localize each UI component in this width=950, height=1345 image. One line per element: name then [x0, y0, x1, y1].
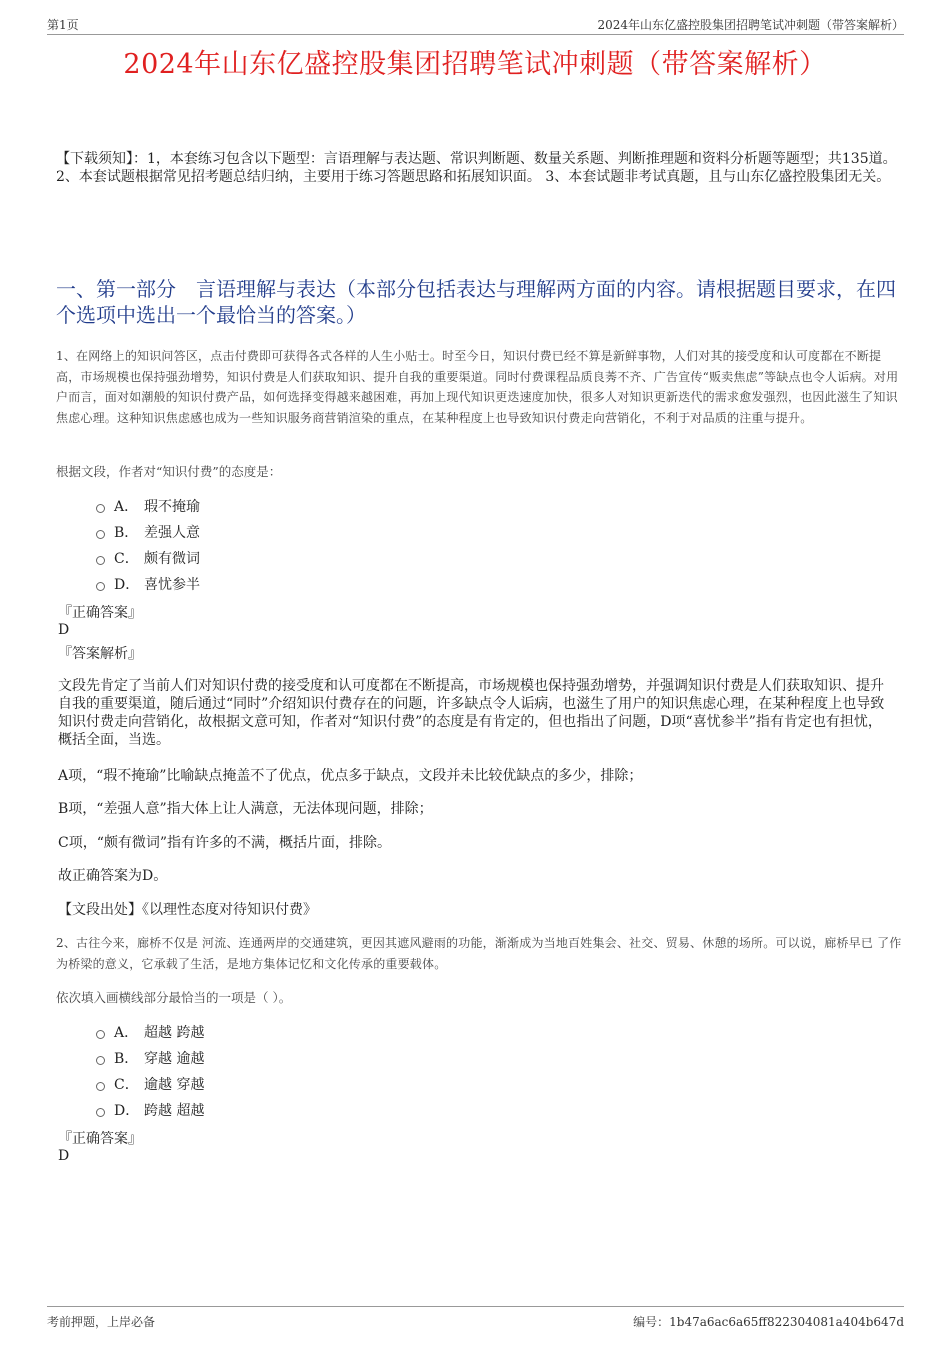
analysis-label: 『答案解析』 [58, 646, 142, 662]
option-letter: D． [114, 577, 140, 593]
analysis-option-b: B项，“差强人意”指大体上让人满意，无法体现问题，排除； [58, 801, 433, 817]
analysis-text: 文段先肯定了当前人们对知识付费的接受度和认可度都在不断提高，市场规模也保持强劲增势，并强调知识付费是人们获取知识、提升自我的重要渠道，随后通过“同时”介绍知识付费存在的问题，许多缺点令人诟病，也滋生了用户的知识焦虑心理，在某种程度上也导致知识付费走向营销化，故根据文意可知，作者对“知识付费”的态度是有肯定的，但也指出了问题，D项“喜忧参半”指有肯定也有担忧，概括全面，当选。 [58, 678, 885, 748]
radio-icon[interactable] [96, 556, 105, 565]
option-b[interactable] [96, 519, 200, 545]
radio-icon[interactable] [96, 1082, 105, 1091]
option-text: 跨越 超越 [144, 1103, 205, 1119]
radio-icon[interactable] [96, 582, 105, 591]
analysis-option-c: C项，“颇有微词”指有许多的不满，概括片面，排除。 [58, 835, 392, 851]
footer-serial: 编号：1b47a6ac6a65ff822304081a404b647d [633, 1315, 904, 1329]
question-1-options [96, 493, 200, 597]
question-2-prompt: 依次填入画横线部分最恰当的一项是（ ）。 [56, 990, 292, 1005]
option-a[interactable] [96, 1019, 204, 1045]
page-number: 第1页 [47, 18, 79, 32]
radio-icon[interactable] [96, 1030, 105, 1039]
option-letter: D． [114, 1103, 140, 1119]
option-a[interactable] [96, 493, 200, 519]
option-text: 颇有微词 [144, 551, 200, 567]
question-1-prompt: 根据文段，作者对“知识付费”的态度是： [56, 464, 282, 479]
footer-slogan: 考前押题，上岸必备 [47, 1315, 156, 1329]
section-title: 一、第一部分 言语理解与表达（本部分包括表达与理解两方面的内容。请根据题目要求，在四个选项中选出一个最恰当的答案。） [56, 277, 896, 327]
question-1-passage: 1、在网络上的知识问答区，点击付费即可获得各式各样的人生小贴士。时至今日，知识付费已经不算是新鲜事物，人们对其的接受度和认可度都在不断提高，市场规模也保持强劲增势，知识付费是人们获取知识、提升自我的重要渠道。同时付费课程品质良莠不齐、广告宣传“贩卖焦虑”等缺点也令人诟病。对用户而言，面对如潮般的知识付费产品，如何选择变得越来越困难，再加上现代知识更迭速度加快，很多人对知识更新迭代的需求愈发强烈，也因此滋生了知识焦虑心理。这种知识焦虑感也成为一些知识服务商营销渲染的重点，在某种程度上也导致知识付费走向营销化，不利于对品质的注重与提升。 [56, 349, 899, 425]
radio-icon[interactable] [96, 1056, 105, 1065]
option-text: 穿越 逾越 [144, 1051, 205, 1067]
page-header [47, 14, 904, 35]
correct-answer-label: 『正确答案』 [58, 1131, 142, 1147]
header-title: 2024年山东亿盛控股集团招聘笔试冲刺题（带答案解析） [597, 18, 904, 32]
option-letter: C． [114, 1077, 139, 1093]
option-text: 逾越 穿越 [144, 1077, 205, 1093]
option-text: 瑕不掩瑜 [144, 499, 200, 515]
option-text: 喜忧参半 [144, 577, 200, 593]
option-c[interactable] [96, 1071, 204, 1097]
option-text: 超越 跨越 [144, 1025, 205, 1041]
radio-icon[interactable] [96, 530, 105, 539]
option-c[interactable] [96, 545, 200, 571]
document-title: 2024年山东亿盛控股集团招聘笔试冲刺题（带答案解析） [123, 49, 827, 80]
option-d[interactable] [96, 571, 200, 597]
radio-icon[interactable] [96, 504, 105, 513]
option-text: 差强人意 [144, 525, 200, 541]
option-letter: C． [114, 551, 139, 567]
page-footer [47, 1306, 904, 1331]
correct-answer-label: 『正确答案』 [58, 605, 142, 621]
download-notice: 【下载须知】：1，本套练习包含以下题型：言语理解与表达题、常识判断题、数量关系题、判断推理题和资料分析题等题型；共135道。 2、本套试题根据常见招考题总结归纳，主要用于练习答题思路和拓展知识面。 3、本套试题非考试真题，且与山东亿盛控股集团无关。 [56, 151, 897, 185]
option-letter: B． [114, 1051, 139, 1067]
radio-icon[interactable] [96, 1108, 105, 1117]
question-2-options [96, 1019, 204, 1123]
option-letter: A． [114, 499, 139, 515]
option-letter: A． [114, 1025, 139, 1041]
passage-source: 【文段出处】《以理性态度对待知识付费》 [58, 902, 317, 918]
option-letter: B． [114, 525, 139, 541]
option-d[interactable] [96, 1097, 204, 1123]
option-b[interactable] [96, 1045, 204, 1071]
analysis-option-a: A项，“瑕不掩瑜”比喻缺点掩盖不了优点，优点多于缺点，文段并未比较优缺点的多少，排除； [58, 768, 643, 784]
correct-answer: D [58, 1148, 70, 1164]
analysis-conclusion: 故正确答案为D。 [58, 868, 168, 884]
correct-answer: D [58, 622, 70, 638]
question-2-passage: 2、古往今来，廊桥不仅是 河流、连通两岸的交通建筑，更因其遮风避雨的功能，渐渐成为当地百姓集会、社交、贸易、休憩的场所。可以说，廊桥早已 了作为桥梁的意义，它承载了生活，是地方集体记忆和文化传承的重要载体。 [56, 936, 902, 971]
